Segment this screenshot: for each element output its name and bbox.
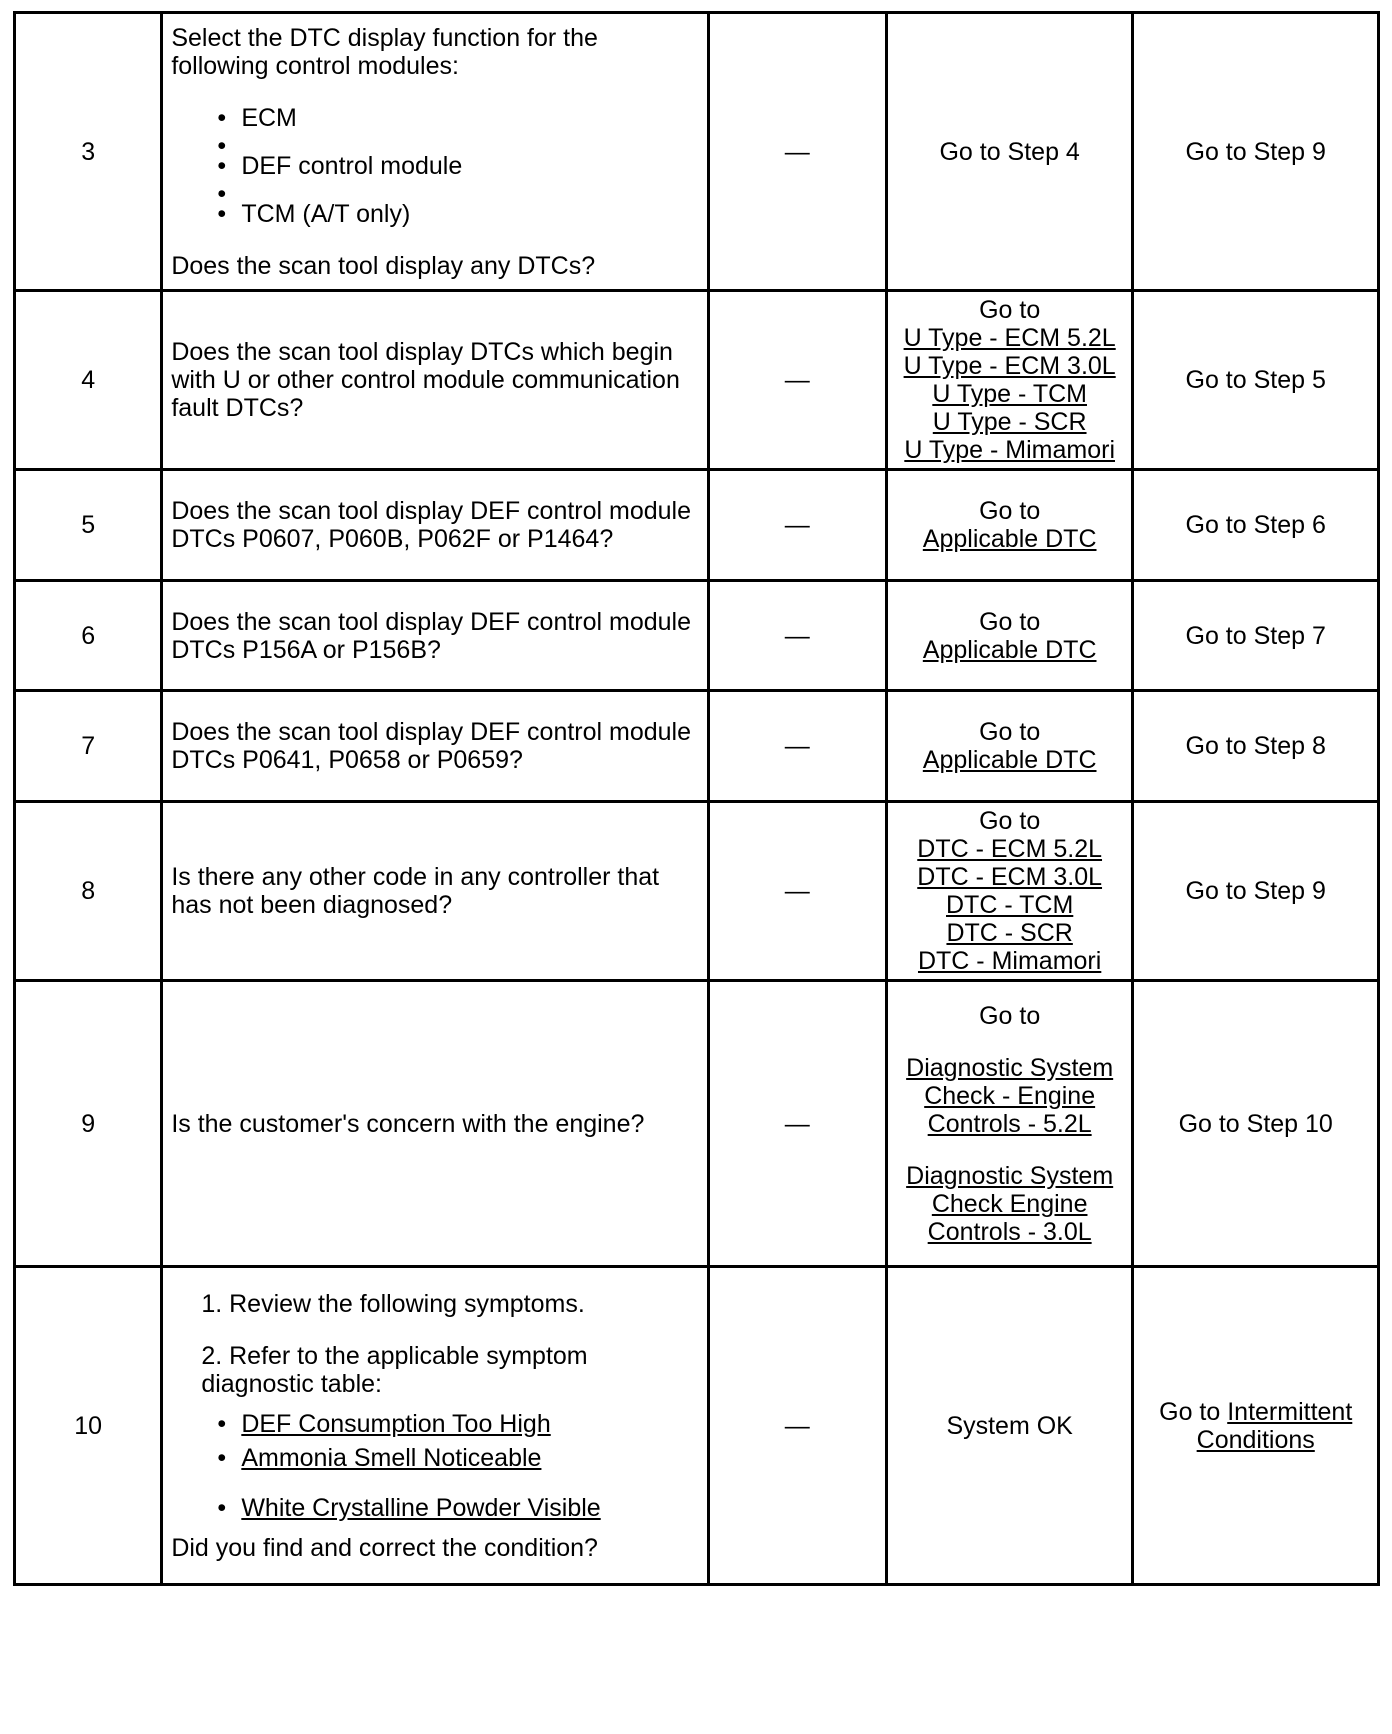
step-number: 9: [15, 981, 162, 1267]
list-item: • DEF control module: [241, 152, 698, 180]
yes-cell: [886, 802, 1133, 981]
no-cell: Go to Step 6: [1133, 470, 1379, 581]
step-number: 5: [15, 470, 162, 581]
step-number: 6: [15, 581, 162, 691]
action-question: Does the scan tool display DTCs which begin with U or other control module communication fault DTCs?: [162, 291, 708, 470]
value-cell: —: [708, 470, 886, 581]
table-row: [15, 581, 1379, 691]
link-dtc-tcm[interactable]: DTC - TCM: [946, 891, 1074, 919]
action-cell: [162, 1267, 708, 1585]
list-item: • TCM (A/T only): [241, 200, 698, 228]
link-applicable-dtc[interactable]: Applicable DTC: [922, 746, 1097, 774]
list-item: 2. Refer to the applicable symptom diagnostic table:: [201, 1341, 588, 1398]
step-number: 7: [15, 691, 162, 802]
value-cell: —: [708, 581, 886, 691]
module-list: [171, 104, 698, 228]
list-item: 1. Review the following symptoms.: [201, 1289, 585, 1318]
action-question: Does the scan tool display DEF control module DTCs P0607, P060B, P062F or P1464?: [162, 470, 708, 581]
table-row: [15, 470, 1379, 581]
link-applicable-dtc[interactable]: Applicable DTC: [922, 525, 1097, 553]
yes-cell: [886, 470, 1133, 581]
action-intro: Select the DTC display function for the following control modules:: [171, 23, 598, 80]
table-row: [15, 13, 1379, 291]
link-u-type-ecm-52[interactable]: U Type - ECM 5.2L: [903, 324, 1116, 352]
go-to-label: Go to: [979, 718, 1041, 746]
value-cell: —: [708, 291, 886, 470]
link-u-type-scr[interactable]: U Type - SCR: [932, 408, 1087, 436]
table-row: [15, 1267, 1379, 1585]
step-number: 10: [15, 1267, 162, 1585]
diagnostic-table: [13, 11, 1380, 1586]
value-cell: —: [708, 1267, 886, 1585]
table-row: [15, 802, 1379, 981]
no-cell: Go to Step 8: [1133, 691, 1379, 802]
link-dtc-ecm-52[interactable]: DTC - ECM 5.2L: [917, 835, 1103, 863]
symptom-list: [171, 1410, 698, 1522]
link-u-type-tcm[interactable]: U Type - TCM: [932, 380, 1087, 408]
step-number: 8: [15, 802, 162, 981]
value-cell: —: [708, 691, 886, 802]
action-question: Did you find and correct the condition?: [171, 1533, 598, 1562]
go-to-label: Go to: [979, 607, 1041, 636]
go-to-label: Go to: [979, 1001, 1041, 1030]
table-row: [15, 291, 1379, 470]
action-cell: [162, 13, 708, 291]
link-dtc-ecm-30[interactable]: DTC - ECM 3.0L: [917, 863, 1103, 891]
yes-cell: [886, 291, 1133, 470]
link-diagnostic-system-check-30[interactable]: Diagnostic System Check Engine Controls - 3.0L: [906, 1161, 1114, 1246]
step-number: 3: [15, 13, 162, 291]
action-question: Does the scan tool display any DTCs?: [171, 251, 596, 280]
yes-cell: Go to Step 4: [886, 13, 1133, 291]
action-question: Does the scan tool display DEF control module DTCs P156A or P156B?: [162, 581, 708, 691]
no-cell: Go to Step 9: [1133, 802, 1379, 981]
link-u-type-ecm-30[interactable]: U Type - ECM 3.0L: [903, 352, 1116, 380]
step-number: 4: [15, 291, 162, 470]
link-u-type-mimamori[interactable]: U Type - Mimamori: [904, 436, 1115, 464]
go-to-label: Go to: [979, 497, 1041, 525]
action-question: Is the customer's concern with the engine?: [162, 981, 708, 1267]
table-row: [15, 691, 1379, 802]
action-question: Is there any other code in any controller that has not been diagnosed?: [162, 802, 708, 981]
go-to-label: Go to: [979, 296, 1041, 324]
value-cell: —: [708, 13, 886, 291]
no-cell: Go to Step 7: [1133, 581, 1379, 691]
value-cell: —: [708, 981, 886, 1267]
go-to-label: Go to: [979, 807, 1041, 835]
link-white-crystalline-powder-visible[interactable]: • White Crystalline Powder Visible: [241, 1494, 698, 1522]
yes-cell: [886, 691, 1133, 802]
no-cell: Go to Step 9: [1133, 13, 1379, 291]
action-question: Does the scan tool display DEF control module DTCs P0641, P0658 or P0659?: [162, 691, 708, 802]
yes-cell: System OK: [886, 1267, 1133, 1585]
link-def-consumption-too-high[interactable]: • DEF Consumption Too High: [241, 1410, 698, 1438]
link-intermittent-conditions[interactable]: Intermittent Conditions: [1196, 1397, 1353, 1454]
value-cell: —: [708, 802, 886, 981]
no-cell: [1133, 1267, 1379, 1585]
go-to-prefix: Go to: [1159, 1397, 1228, 1426]
link-dtc-scr[interactable]: DTC - SCR: [946, 919, 1073, 947]
no-cell: Go to Step 5: [1133, 291, 1379, 470]
procedure-steps: [171, 1290, 698, 1398]
no-cell: Go to Step 10: [1133, 981, 1379, 1267]
link-diagnostic-system-check-52[interactable]: Diagnostic System Check - Engine Controls - 5.2L: [906, 1053, 1114, 1138]
list-item: • ECM: [241, 104, 698, 132]
yes-cell: [886, 981, 1133, 1267]
link-dtc-mimamori[interactable]: DTC - Mimamori: [917, 947, 1102, 975]
table-row: [15, 981, 1379, 1267]
link-ammonia-smell-noticeable[interactable]: • Ammonia Smell Noticeable: [241, 1444, 698, 1472]
yes-cell: [886, 581, 1133, 691]
link-applicable-dtc[interactable]: Applicable DTC: [922, 635, 1097, 664]
